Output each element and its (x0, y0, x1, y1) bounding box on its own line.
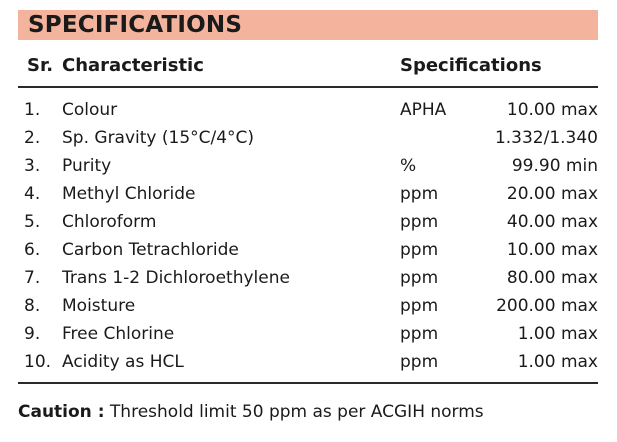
row-number: 7. (24, 268, 41, 288)
row-unit: ppm (400, 296, 439, 316)
table-row (0, 182, 617, 210)
caution-label: Caution : (18, 402, 105, 422)
row-value: 200.00 max (496, 296, 598, 316)
spec-table (0, 98, 617, 378)
row-number: 2. (24, 128, 41, 148)
header-characteristic: Characteristic (62, 55, 204, 76)
row-characteristic: Chloroform (62, 212, 157, 232)
row-unit: ppm (400, 212, 439, 232)
row-number: 3. (24, 156, 41, 176)
table-bottom-rule (18, 382, 598, 384)
row-unit: ppm (400, 240, 439, 260)
row-characteristic: Acidity as HCL (62, 352, 184, 372)
row-unit: ppm (400, 268, 439, 288)
table-row (0, 154, 617, 182)
table-row (0, 294, 617, 322)
row-unit: ppm (400, 184, 439, 204)
table-row (0, 350, 617, 378)
row-characteristic: Sp. Gravity (15°C/4°C) (62, 128, 255, 148)
row-value: 99.90 min (511, 156, 598, 176)
table-row (0, 238, 617, 266)
row-number: 9. (24, 324, 41, 344)
row-unit: ppm (400, 352, 439, 372)
row-number: 6. (24, 240, 41, 260)
header-sr: Sr. (27, 55, 54, 76)
row-characteristic: Free Chlorine (62, 324, 175, 344)
row-characteristic: Moisture (62, 296, 136, 316)
row-characteristic: Methyl Chloride (62, 184, 196, 204)
row-unit: ppm (400, 324, 439, 344)
row-value: 40.00 max (506, 212, 598, 232)
header-specifications: Specifications (400, 55, 542, 76)
row-number: 10. (24, 352, 52, 372)
row-unit: APHA (400, 100, 447, 120)
table-row (0, 210, 617, 238)
row-value: 10.00 max (506, 240, 598, 260)
row-characteristic: Carbon Tetrachloride (62, 240, 239, 260)
row-number: 1. (24, 100, 41, 120)
caution-text: Threshold limit 50 ppm as per ACGIH norms (109, 402, 484, 422)
row-number: 5. (24, 212, 41, 232)
row-value: 1.332/1.340 (494, 128, 598, 148)
table-row (0, 322, 617, 350)
section-title: SPECIFICATIONS (28, 12, 243, 38)
row-value: 80.00 max (506, 268, 598, 288)
row-number: 8. (24, 296, 41, 316)
row-unit: % (400, 156, 417, 176)
row-characteristic: Trans 1-2 Dichloroethylene (62, 268, 290, 288)
table-row (0, 98, 617, 126)
row-characteristic: Colour (62, 100, 118, 120)
row-value: 10.00 max (506, 100, 598, 120)
row-value: 1.00 max (517, 352, 598, 372)
row-value: 1.00 max (517, 324, 598, 344)
table-row (0, 266, 617, 294)
section-banner (18, 10, 598, 40)
table-top-rule (18, 86, 598, 88)
row-value: 20.00 max (506, 184, 598, 204)
table-row (0, 126, 617, 154)
caution-note (18, 402, 484, 422)
row-characteristic: Purity (62, 156, 112, 176)
row-number: 4. (24, 184, 41, 204)
